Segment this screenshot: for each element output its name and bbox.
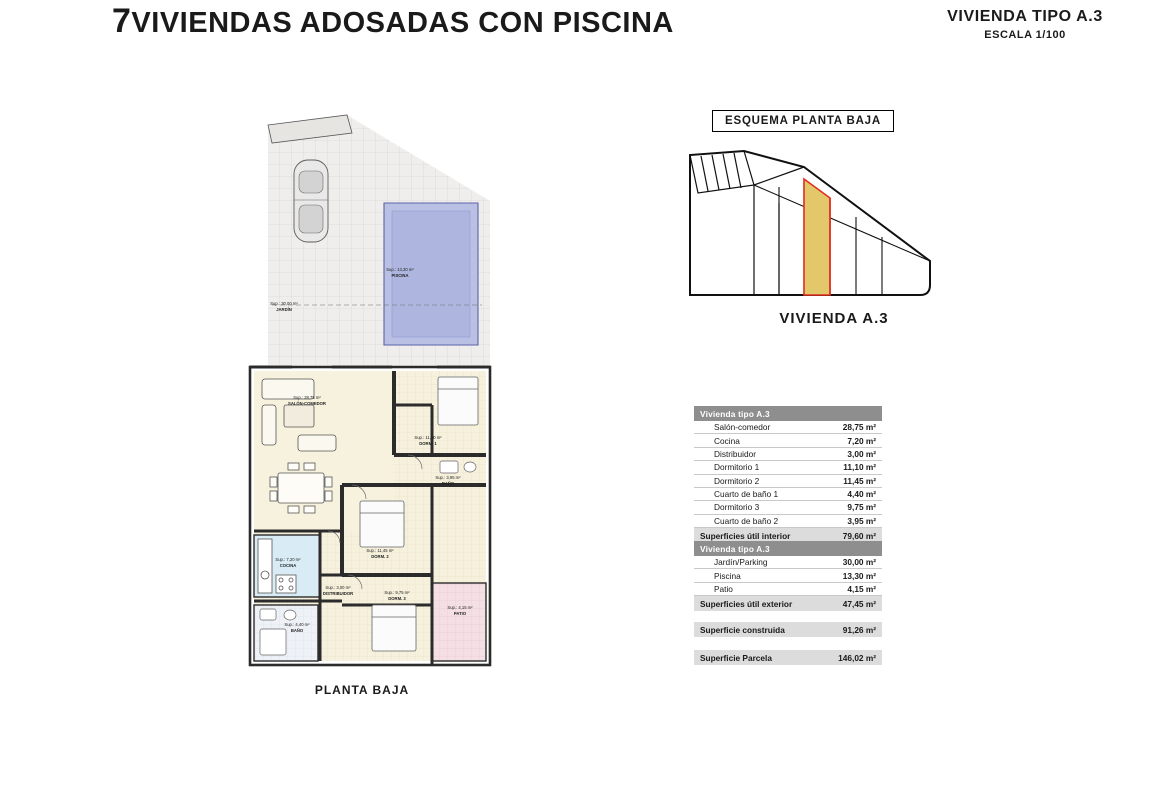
table-row: Cocina 7,20 m² xyxy=(694,434,882,447)
table-row: Dormitorio 3 9,75 m² xyxy=(694,501,882,514)
table-interior-header: Vivienda tipo A.3 xyxy=(694,406,882,421)
unit-title-block xyxy=(900,8,1150,41)
table-row: Piscina 13,30 m² xyxy=(694,569,882,582)
table-parcela xyxy=(694,650,882,665)
room-label-bano-2: Sup.: 4,40 m² BAÑO xyxy=(284,622,310,634)
room-label-dormitorio-2: Sup.: 11,45 m² DORM. 2 xyxy=(366,548,394,560)
table-row: Dormitorio 1 11,10 m² xyxy=(694,461,882,474)
site-scheme-drawing xyxy=(684,145,934,310)
car-symbol xyxy=(294,160,328,242)
plan-caption: PLANTA BAJA xyxy=(314,683,410,697)
scheme-caption: VIVIENDA A.3 xyxy=(779,310,889,327)
superficie-construida-row: Superficie construida 91,26 m² xyxy=(694,622,882,637)
page-title xyxy=(112,2,674,41)
table-exterior-total: Superficies útil exterior 47,45 m² xyxy=(694,596,882,611)
page-title-text: VIVIENDAS ADOSADAS CON PISCINA xyxy=(131,7,674,39)
room-label-patio: Sup.: 4,15 m² PATIO xyxy=(447,605,473,617)
room-label-salon-comedor: Sup.: 28,75 m² SALÓN-COMEDOR xyxy=(288,395,326,407)
scale-label: ESCALA 1/100 xyxy=(984,29,1066,41)
unit-type-title: VIVIENDA TIPO A.3 xyxy=(947,8,1103,25)
superficie-parcela-row: Superficie Parcela 146,02 m² xyxy=(694,650,882,665)
table-interior xyxy=(694,406,882,543)
table-row: Salón-comedor 28,75 m² xyxy=(694,421,882,434)
room-label-jardin: Sup.: 30,00 m² JARDÍN xyxy=(270,301,298,313)
room-label-distribuidor: Sup.: 3,00 m² DISTRIBUIDOR xyxy=(322,585,354,597)
table-row: Dormitorio 2 11,45 m² xyxy=(694,475,882,488)
table-construida xyxy=(694,622,882,637)
floor-plan-drawing xyxy=(232,105,502,680)
room-label-dormitorio-3: Sup.: 9,75 m² DORM. 3 xyxy=(384,590,410,602)
table-row: Cuarto de baño 2 3,95 m² xyxy=(694,515,882,528)
page-title-number: 7 xyxy=(112,2,132,40)
room-label-bano-1: Sup.: 3,95 m² BAÑO xyxy=(435,475,461,487)
room-label-dormitorio-1: Sup.: 11,10 m² DORM. 1 xyxy=(414,435,442,447)
room-label-piscina: Sup.: 13,30 m² PISCINA xyxy=(386,267,414,279)
scheme-box-label: ESQUEMA PLANTA BAJA xyxy=(712,110,894,132)
table-row: Jardín/Parking 30,00 m² xyxy=(694,556,882,569)
table-exterior xyxy=(694,541,882,611)
table-interior-total: Superficies útil interior 79,60 m² xyxy=(694,528,882,543)
room-label-cocina: Sup.: 7,20 m² COCINA xyxy=(275,557,301,569)
table-row: Patio 4,15 m² xyxy=(694,583,882,596)
table-row: Distribuidor 3,00 m² xyxy=(694,448,882,461)
table-exterior-header: Vivienda tipo A.3 xyxy=(694,541,882,556)
table-row: Cuarto de baño 1 4,40 m² xyxy=(694,488,882,501)
